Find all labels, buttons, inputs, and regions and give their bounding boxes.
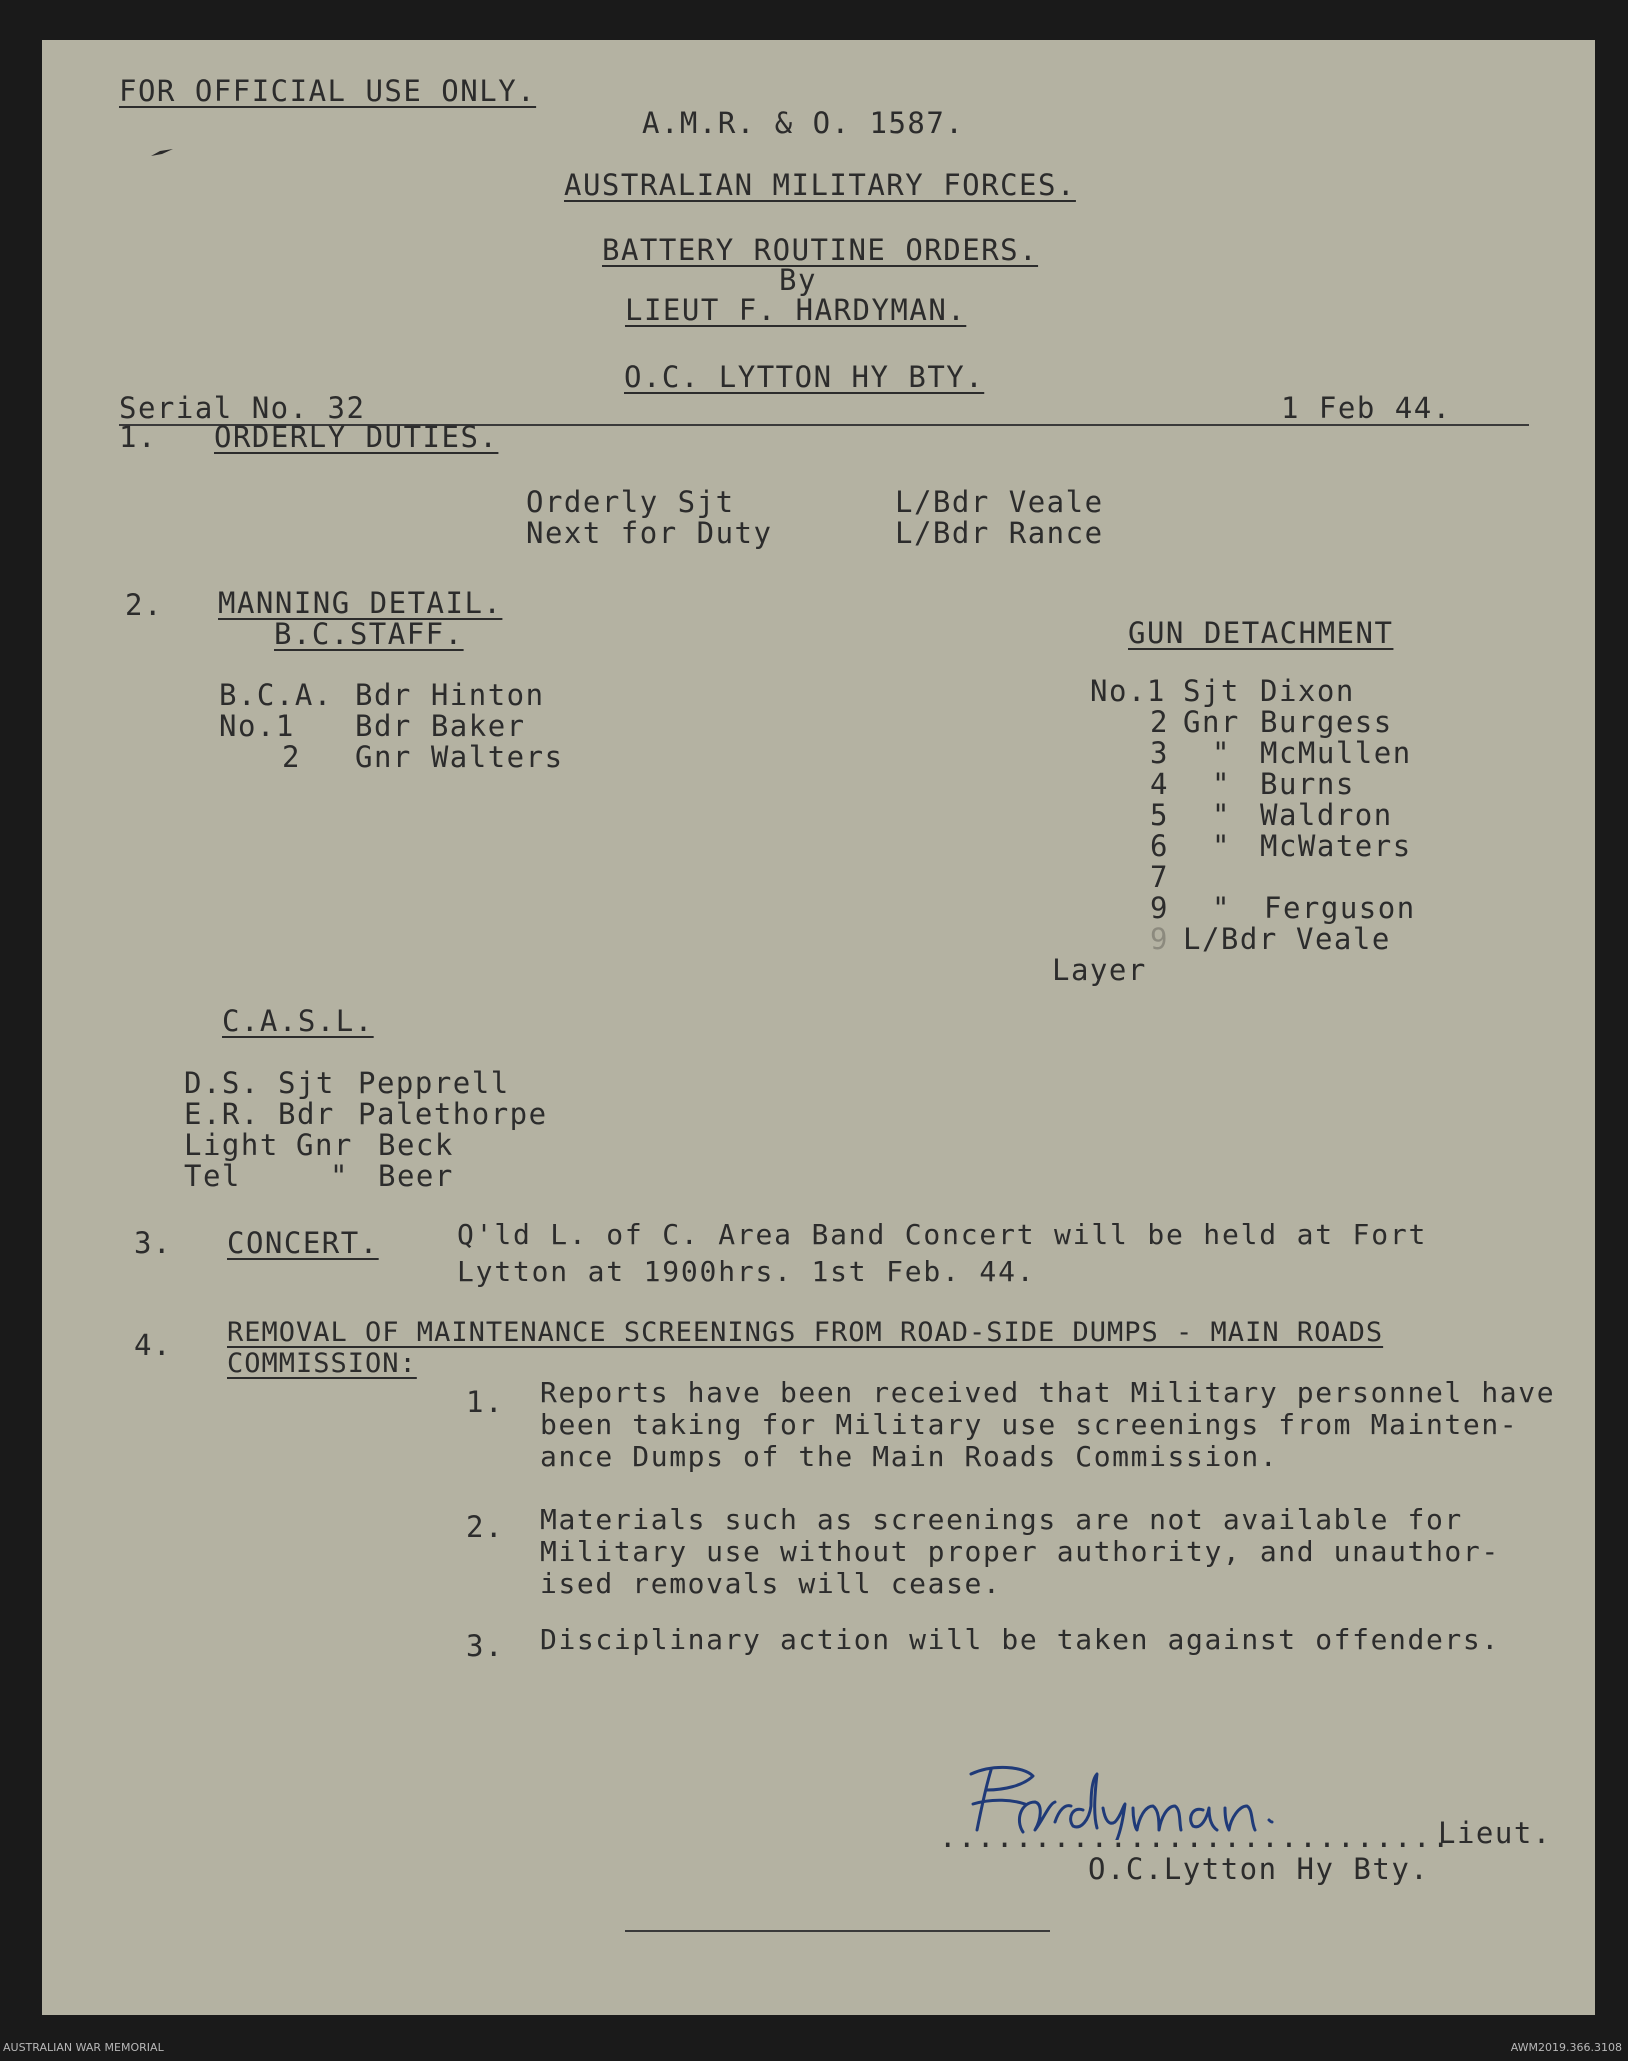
signature-unit: O.C.Lytton Hy Bty. bbox=[1088, 1852, 1430, 1886]
gun-rank: " bbox=[1212, 829, 1231, 863]
gun-name: McWaters bbox=[1260, 829, 1412, 863]
casl-name: Palethorpe bbox=[358, 1097, 548, 1131]
gun-pos: 9 bbox=[1150, 891, 1169, 925]
gun-name: Veale bbox=[1296, 922, 1391, 956]
item-number: 2. bbox=[466, 1510, 504, 1544]
gun-name: McMullen bbox=[1260, 736, 1412, 770]
bc-staff-name: Bdr Baker bbox=[355, 709, 526, 743]
gun-rank: Gnr bbox=[1183, 705, 1240, 739]
section-2-number: 2. bbox=[125, 588, 163, 622]
gun-pos: 2 bbox=[1150, 705, 1169, 739]
layer-label: Layer bbox=[1052, 953, 1147, 987]
order-date: 1 Feb 44. bbox=[1281, 391, 1452, 425]
gun-name: Dixon bbox=[1260, 674, 1355, 708]
footer-archive-name: AUSTRALIAN WAR MEMORIAL bbox=[3, 2041, 164, 2054]
unit-heading: O.C. LYTTON HY BTY. bbox=[624, 360, 985, 394]
section-1-number: 1. bbox=[119, 420, 157, 454]
gun-name: Ferguson bbox=[1264, 891, 1416, 925]
casl-name: Pepprell bbox=[358, 1066, 510, 1100]
bc-staff-pos: 2 bbox=[282, 740, 301, 774]
casl-title: C.A.S.L. bbox=[222, 1004, 374, 1038]
gun-pos: 3 bbox=[1150, 736, 1169, 770]
document-page bbox=[42, 40, 1595, 2015]
item-line: Disciplinary action will be taken against offenders. bbox=[540, 1623, 1500, 1656]
casl-rank: Bdr bbox=[278, 1097, 335, 1131]
reference-number: A.M.R. & O. 1587. bbox=[642, 106, 965, 140]
signature-rank: Lieut. bbox=[1438, 1816, 1552, 1850]
gun-pos: 9 bbox=[1150, 922, 1169, 956]
closing-rule bbox=[625, 1930, 1050, 1932]
item-line: Materials such as screenings are not available for bbox=[540, 1503, 1463, 1536]
duty-name: L/Bdr Rance bbox=[895, 516, 1104, 550]
gun-rank: " bbox=[1212, 736, 1231, 770]
section-1-title: ORDERLY DUTIES. bbox=[214, 420, 499, 454]
section-3-number: 3. bbox=[134, 1226, 172, 1260]
casl-pos: Tel bbox=[184, 1159, 241, 1193]
section-4-number: 4. bbox=[134, 1328, 172, 1362]
gun-rank: Sjt bbox=[1183, 674, 1240, 708]
gun-pos: 6 bbox=[1150, 829, 1169, 863]
gun-rank: " bbox=[1212, 891, 1231, 925]
item-number: 1. bbox=[466, 1385, 504, 1419]
bc-staff-title: B.C.STAFF. bbox=[274, 617, 464, 651]
bc-staff-pos: B.C.A. bbox=[219, 678, 333, 712]
casl-rank: Gnr bbox=[296, 1128, 353, 1162]
section-3-title: CONCERT. bbox=[227, 1226, 379, 1260]
gun-detachment-title: GUN DETACHMENT bbox=[1128, 616, 1394, 650]
casl-pos: D.S. bbox=[184, 1066, 260, 1100]
gun-pos: 5 bbox=[1150, 798, 1169, 832]
duty-role: Orderly Sjt bbox=[526, 485, 735, 519]
official-use-label: FOR OFFICIAL USE ONLY. bbox=[119, 74, 537, 108]
duty-role: Next for Duty bbox=[526, 516, 773, 550]
section-2-title: MANNING DETAIL. bbox=[218, 586, 503, 620]
casl-name: Beer bbox=[378, 1159, 454, 1193]
casl-pos: E.R. bbox=[184, 1097, 260, 1131]
casl-rank: Sjt bbox=[278, 1066, 335, 1100]
bc-staff-pos: No.1 bbox=[219, 709, 295, 743]
orders-heading: BATTERY ROUTINE ORDERS. bbox=[602, 233, 1039, 267]
gun-name: Waldron bbox=[1260, 798, 1393, 832]
serial-number: Serial No. 32 bbox=[119, 391, 366, 425]
bc-staff-name: Bdr Hinton bbox=[355, 678, 545, 712]
gun-name: Burgess bbox=[1260, 705, 1393, 739]
by-label: By bbox=[779, 263, 817, 297]
concert-line-2: Lytton at 1900hrs. 1st Feb. 44. bbox=[457, 1255, 1036, 1288]
ink-mark bbox=[150, 148, 174, 158]
signature-dots: ........................... bbox=[939, 1820, 1451, 1854]
gun-rank: L/Bdr bbox=[1183, 922, 1278, 956]
section-4-title-line-2: COMMISSION: bbox=[227, 1348, 417, 1379]
gun-pos: No.1 bbox=[1090, 674, 1166, 708]
gun-pos: 4 bbox=[1150, 767, 1169, 801]
casl-rank: " bbox=[330, 1159, 349, 1193]
item-line: ance Dumps of the Main Roads Commission. bbox=[540, 1440, 1279, 1473]
forces-heading: AUSTRALIAN MILITARY FORCES. bbox=[564, 168, 1076, 202]
item-line: been taking for Military use screenings from Mainten- bbox=[540, 1408, 1519, 1441]
item-line: Military use without proper authority, and unauthor- bbox=[540, 1535, 1500, 1568]
item-line: ised removals will cease. bbox=[540, 1567, 1002, 1600]
concert-line-1: Q'ld L. of C. Area Band Concert will be held at Fort bbox=[457, 1218, 1428, 1251]
section-4-title-line-1: REMOVAL OF MAINTENANCE SCREENINGS FROM ROAD-SIDE DUMPS - MAIN ROADS bbox=[227, 1317, 1384, 1348]
gun-pos: 7 bbox=[1150, 860, 1169, 894]
gun-rank: " bbox=[1212, 798, 1231, 832]
footer-record-id: AWM2019.366.3108 bbox=[1510, 2041, 1622, 2054]
item-line: Reports have been received that Military personnel have bbox=[540, 1376, 1556, 1409]
item-number: 3. bbox=[466, 1629, 504, 1663]
officer-name: LIEUT F. HARDYMAN. bbox=[625, 293, 967, 327]
casl-pos: Light bbox=[184, 1128, 279, 1162]
duty-name: L/Bdr Veale bbox=[895, 485, 1104, 519]
gun-name: Burns bbox=[1260, 767, 1355, 801]
gun-rank: " bbox=[1212, 767, 1231, 801]
bc-staff-name: Gnr Walters bbox=[355, 740, 564, 774]
casl-name: Beck bbox=[378, 1128, 454, 1162]
